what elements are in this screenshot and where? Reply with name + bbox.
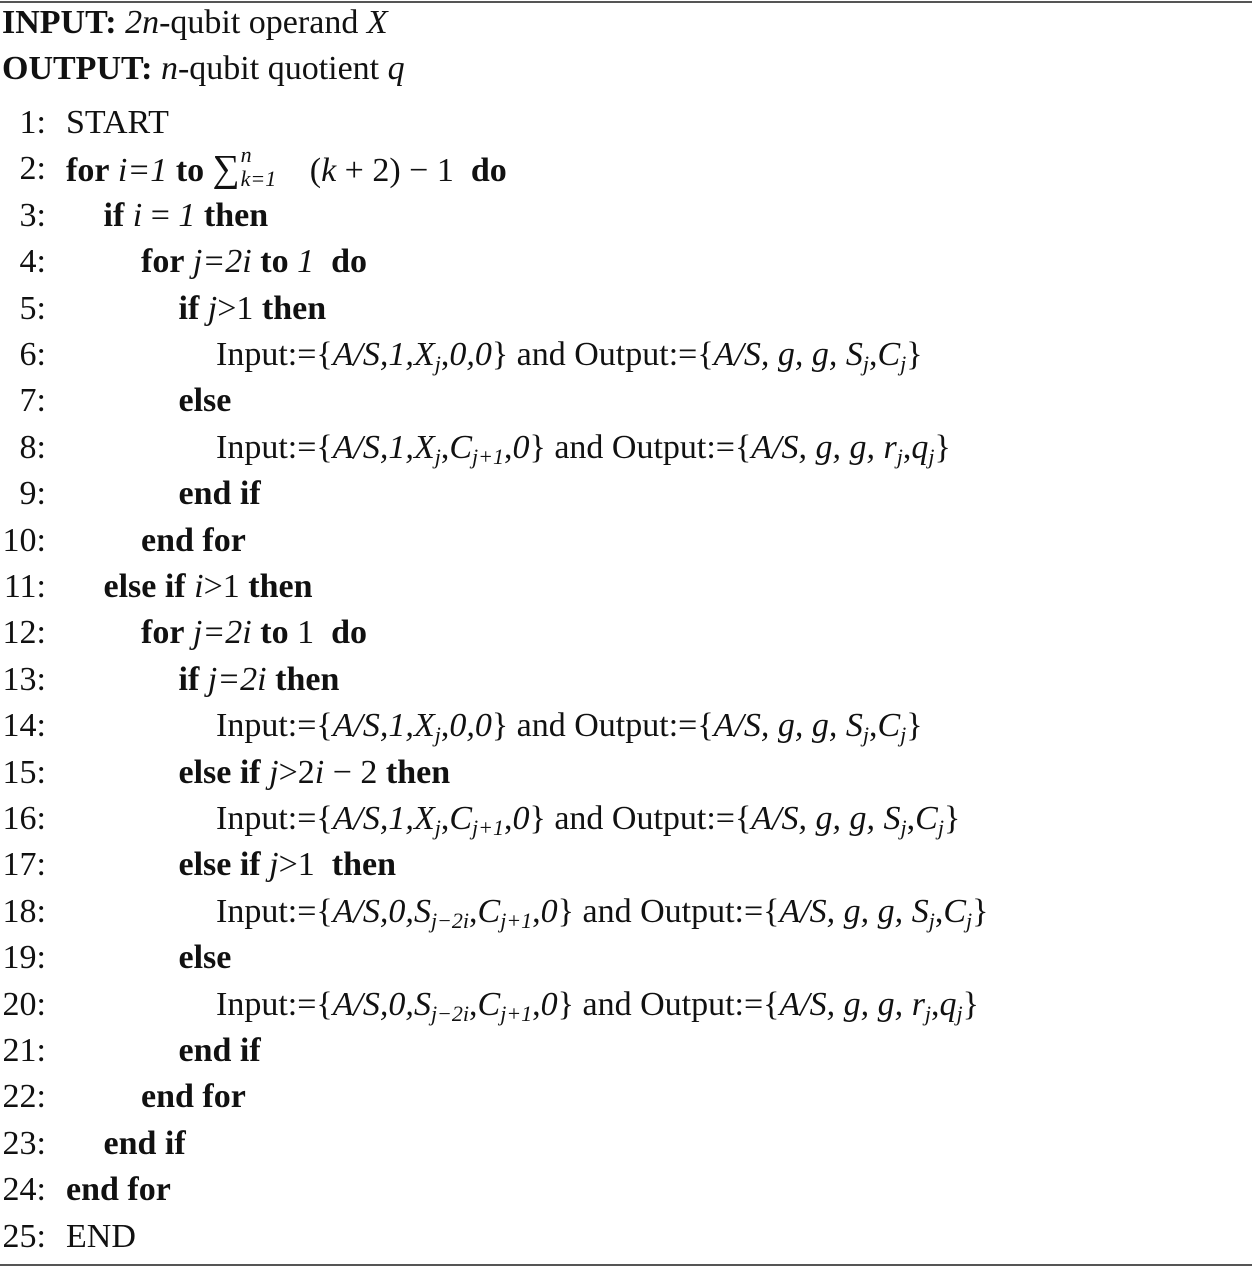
algorithm-line bbox=[0, 378, 1252, 424]
algorithm-line bbox=[0, 518, 1252, 564]
algorithm-line bbox=[0, 142, 1252, 192]
line-code: end if bbox=[178, 475, 261, 513]
line-number: 13: bbox=[2, 660, 46, 698]
algorithm-line bbox=[0, 564, 1252, 610]
bottom-rule bbox=[0, 1264, 1252, 1266]
algorithm-line bbox=[0, 1214, 1252, 1260]
line-number: 20: bbox=[2, 985, 46, 1023]
line-code: if j=2i then bbox=[178, 660, 340, 698]
algorithm-line bbox=[0, 286, 1252, 332]
algorithm-line bbox=[0, 1121, 1252, 1167]
line-code: $Input:=\{A/S,1,X_j,C_{j+1},0\}$ and Output:={A/S, g, g, $S_j,C_j$} bbox=[216, 800, 961, 840]
line-code: $Input:=\{A/S,0,S_{j-2i},C_{j+1},0\}$ and Output:={A/S, g, g, $r_j,q_j$} bbox=[216, 985, 979, 1026]
line-code: if j>1 then bbox=[178, 289, 327, 327]
line-number: 6: bbox=[19, 336, 46, 373]
algorithm-line bbox=[0, 889, 1252, 935]
line-number: 18: bbox=[2, 892, 46, 930]
line-code: else if j>2i − 2 then bbox=[178, 753, 451, 791]
line-number: 19: bbox=[2, 939, 46, 977]
algorithm-input-line: INPUT: 2n-qubit operand X bbox=[2, 4, 388, 41]
algorithm-line bbox=[0, 425, 1252, 471]
line-code: end for bbox=[141, 521, 246, 559]
line-number: 7: bbox=[19, 382, 46, 420]
line-code: end for bbox=[141, 1078, 246, 1116]
algorithm-line bbox=[0, 1028, 1252, 1074]
input-label: INPUT: bbox=[2, 4, 117, 41]
algorithm-line bbox=[0, 750, 1252, 796]
line-code: for j=2i to 1 do bbox=[141, 614, 368, 652]
algorithm-line bbox=[0, 239, 1252, 285]
line-number: 10: bbox=[2, 521, 46, 559]
line-number: 5: bbox=[19, 289, 46, 327]
line-code: for i=1 to ∑ n k=1 (k + 2) − 1 do bbox=[66, 142, 507, 192]
algorithm-line bbox=[0, 935, 1252, 981]
line-number: 21: bbox=[2, 1032, 46, 1069]
line-code: $Input:=\{A/S,1,X_j,0,0\}$ and Output:={A/S, g, g, $S_j,C_j$} bbox=[216, 336, 923, 376]
algorithm-line bbox=[0, 100, 1252, 146]
line-code: else bbox=[178, 939, 232, 977]
line-code: end for bbox=[66, 1171, 171, 1209]
line-code: $Input:=\{A/S,1,X_j,0,0\}$ and Output:={A/S, g, g, $S_j,C_j$} bbox=[216, 707, 923, 748]
algorithm-line bbox=[0, 1167, 1252, 1213]
algorithm-line bbox=[0, 471, 1252, 517]
line-code: END bbox=[66, 1217, 136, 1255]
line-code: for j=2i to 1 do bbox=[141, 243, 368, 281]
line-code: end if bbox=[178, 1032, 261, 1069]
line-number: 22: bbox=[2, 1078, 46, 1116]
line-code: else if j>1 then bbox=[178, 846, 397, 884]
line-number: 1: bbox=[19, 104, 46, 141]
algorithm-line bbox=[0, 982, 1252, 1028]
line-number: 2: bbox=[19, 150, 46, 188]
algorithm-line bbox=[0, 796, 1252, 842]
line-number: 24: bbox=[2, 1171, 46, 1209]
line-number: 17: bbox=[2, 846, 46, 884]
line-number: 15: bbox=[2, 753, 46, 791]
line-code: else bbox=[178, 382, 232, 420]
algorithm-line bbox=[0, 610, 1252, 656]
algorithm-line bbox=[0, 657, 1252, 703]
algorithm-line bbox=[0, 1074, 1252, 1120]
line-number: 16: bbox=[2, 800, 46, 837]
line-number: 8: bbox=[19, 428, 46, 466]
line-number: 12: bbox=[2, 614, 46, 652]
line-code: $Input:=\{A/S,0,S_{j-2i},C_{j+1},0\}$ and Output:={A/S, g, g, $S_j,C_j$} bbox=[216, 892, 989, 933]
line-number: 3: bbox=[19, 196, 46, 234]
line-code: if i = 1 then bbox=[103, 196, 269, 234]
algorithm-line bbox=[0, 332, 1252, 378]
line-code: else if i>1 then bbox=[103, 568, 313, 605]
algorithm-line bbox=[0, 842, 1252, 888]
line-number: 9: bbox=[19, 475, 46, 513]
line-number: 4: bbox=[19, 243, 46, 281]
algorithm-output-line: OUTPUT: n-qubit quotient q bbox=[2, 50, 405, 87]
line-number: 11: bbox=[3, 568, 46, 605]
line-number: 23: bbox=[2, 1124, 46, 1162]
line-code: $Input:=\{A/S,1,X_j,C_{j+1},0\}$ and Output:={A/S, g, g, $r_j,q_j$} bbox=[216, 428, 951, 469]
output-label: OUTPUT: bbox=[2, 50, 153, 87]
line-code: START bbox=[66, 104, 169, 141]
line-number: 25: bbox=[2, 1217, 46, 1255]
line-number: 14: bbox=[2, 707, 46, 745]
line-code: end if bbox=[103, 1124, 186, 1162]
algorithm-line bbox=[0, 703, 1252, 749]
algorithm-line bbox=[0, 193, 1252, 239]
